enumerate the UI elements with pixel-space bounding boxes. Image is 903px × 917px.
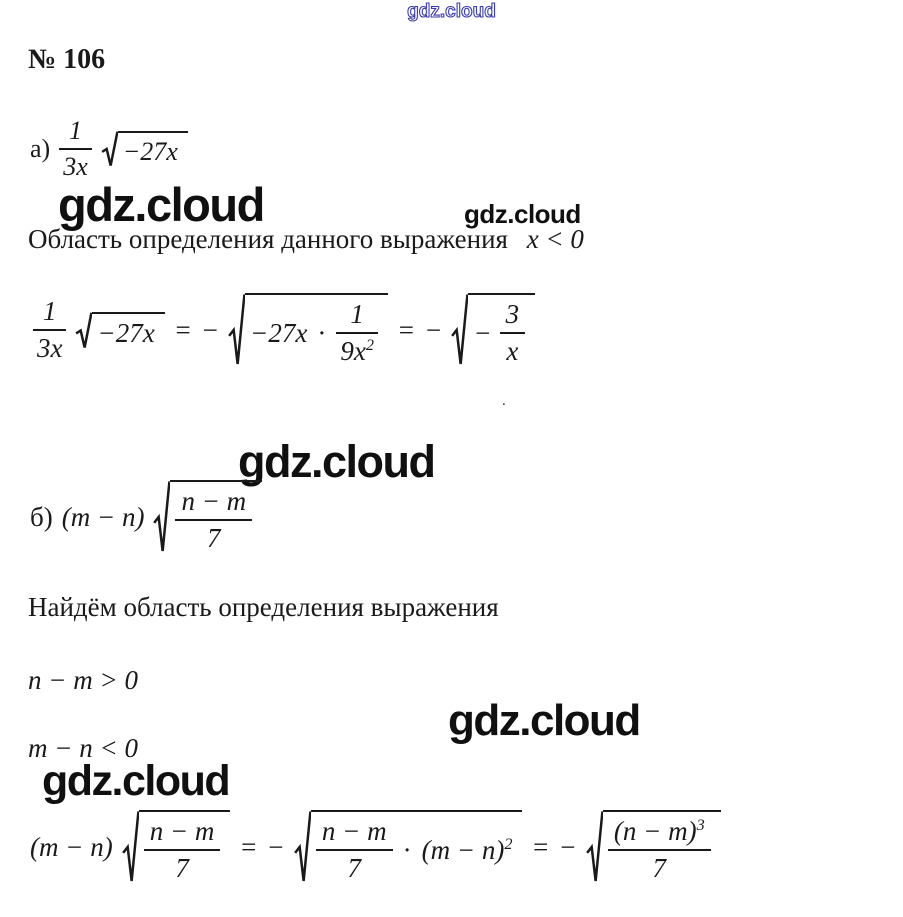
equals-sign: = [173, 314, 192, 345]
exponent: 2 [365, 336, 374, 354]
squared-factor: $(m - n)^2$ [421, 834, 513, 865]
sqrt-expression [75, 312, 164, 349]
domain-text: Область определения данного выражения [28, 224, 508, 254]
fraction [336, 299, 378, 367]
watermark-part-a-small: gdz.cloud [464, 199, 581, 229]
numerator: n − m [144, 816, 221, 851]
part-a-given-expression [30, 116, 188, 182]
minus-sign: − [424, 314, 443, 345]
radical-icon [101, 131, 118, 167]
equals-sign: = [396, 314, 416, 345]
sqrt-expression [122, 810, 231, 884]
denominator: 7 [207, 523, 221, 553]
sqrt-expression [228, 293, 388, 367]
numerator: 1 [59, 116, 92, 150]
radical-icon [228, 293, 245, 367]
exponent: 3 [696, 816, 705, 834]
denominator: $9x^2$ [340, 336, 374, 366]
fraction [608, 816, 711, 884]
denominator: 7 [652, 853, 667, 883]
multiplication-dot: · [402, 834, 412, 865]
part-b-find-text: Найдём область определения выражения [28, 592, 499, 622]
numerator: 1 [33, 296, 66, 331]
condition-2: m − n < 0 [28, 733, 138, 763]
radical-icon [122, 810, 139, 884]
numerator: n − m [316, 816, 393, 851]
condition-1: n − m > 0 [28, 665, 138, 695]
radical-icon [294, 810, 311, 884]
fraction [59, 116, 92, 182]
part-b-given-expression [30, 480, 262, 554]
minus-sign: − [200, 314, 220, 345]
denominator: 7 [347, 853, 361, 883]
radicand: −27x [122, 137, 178, 166]
numerator: 3 [500, 299, 526, 334]
minus-sign: − [266, 831, 285, 862]
sqrt-expression [451, 293, 535, 367]
numerator: 1 [336, 299, 378, 334]
part-b-label: б) [30, 501, 53, 532]
fraction [144, 816, 221, 884]
denominator: 3x [63, 152, 88, 181]
problem-number: № 106 [28, 44, 106, 75]
minus-sign: − [558, 831, 577, 862]
denominator: 3x [37, 333, 63, 363]
equals-sign: = [239, 831, 258, 862]
exponent: 2 [504, 834, 513, 853]
fraction [33, 296, 66, 364]
sqrt-expression [586, 810, 721, 884]
radical-icon [153, 480, 170, 554]
radical-icon [586, 810, 603, 884]
part-b-equation [30, 810, 721, 884]
watermark-top: gdz.cloud [407, 1, 496, 22]
coefficient: (m − n) [30, 831, 113, 862]
watermark-part-b-mid: gdz.cloud [238, 436, 435, 487]
equals-sign: = [531, 831, 550, 862]
minus-sign: − [473, 317, 492, 348]
sqrt-expression [153, 480, 262, 554]
radicand: −27x [97, 317, 155, 348]
fraction [316, 816, 393, 884]
factor: −27x [250, 317, 308, 348]
radical-icon [451, 293, 468, 367]
sqrt-expression [101, 131, 188, 167]
denominator: x [506, 336, 519, 366]
numerator: $(n - m)^3$ [608, 816, 711, 851]
part-a-equation [33, 293, 535, 367]
stray-mark: . [502, 393, 506, 409]
domain-condition: x < 0 [526, 224, 584, 254]
coefficient: (m − n) [61, 501, 145, 532]
fraction [175, 486, 252, 554]
numerator: n − m [175, 486, 252, 521]
part-a-domain-line [28, 224, 584, 255]
denominator: 7 [175, 853, 189, 883]
fraction [500, 299, 526, 367]
multiplication-dot: · [317, 317, 327, 348]
watermark-part-a-large: gdz.cloud [58, 178, 264, 231]
watermark-part-b-right: gdz.cloud [448, 696, 640, 745]
watermark-part-b-left: gdz.cloud [42, 757, 230, 805]
radical-icon [75, 312, 92, 349]
part-a-label: а) [30, 134, 51, 163]
sqrt-expression [294, 810, 523, 884]
